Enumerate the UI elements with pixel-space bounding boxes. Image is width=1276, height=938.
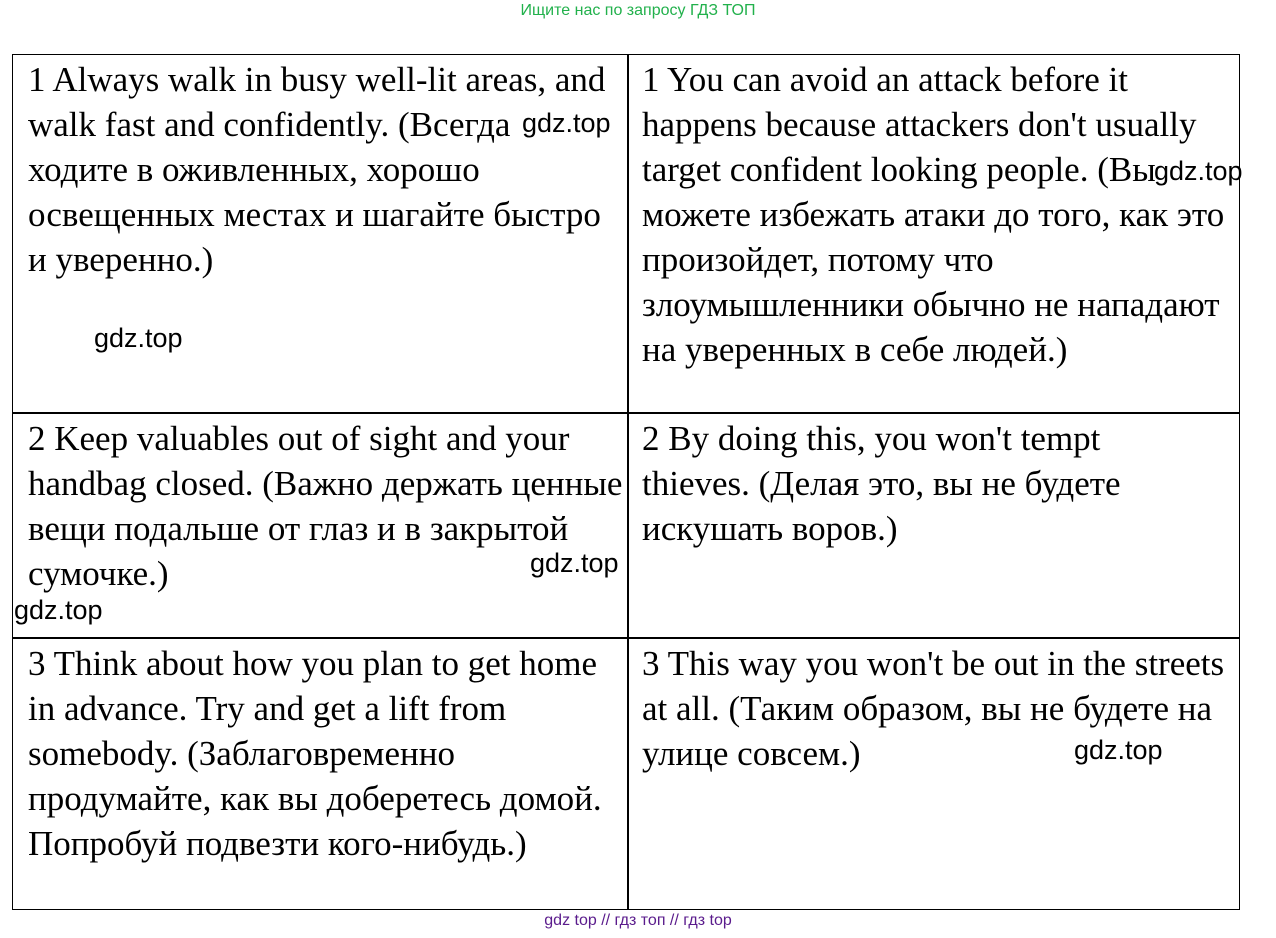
watermark: gdz.top: [530, 548, 619, 578]
row-1-left-cell: 1 Always walk in busy well-lit areas, and walk fast and confidently. (Всегда ходите в оживленных, хорошо освещенных местах и шагайте быстро и уверенно.): [28, 60, 606, 279]
column-divider: [627, 55, 629, 909]
top-banner: Ищите нас по запросу ГДЗ ТОП: [520, 2, 756, 19]
watermark: gdz.top: [1154, 156, 1243, 186]
row-2-left-cell: 2 Keep valuables out of sight and your handbag closed. (Важно держать ценные вещи подальше от глаз и в закрытой сумочке.): [28, 419, 623, 593]
row-2-right-cell: 2 By doing this, you won't tempt thieves. (Делая это, вы не будете искушать воров.): [642, 419, 1121, 548]
footer-links: gdz top // гдз топ // гдз top: [544, 912, 732, 929]
row-divider-1: [13, 412, 1239, 414]
row-3-left-cell: 3 Think about how you plan to get home in advance. Try and get a lift from somebody. (Заблаговременно продумайте, как вы доберетесь домой. Попробуй подвезти кого-нибудь.): [28, 644, 602, 863]
row-divider-2: [13, 637, 1239, 639]
watermark: gdz.top: [94, 323, 183, 353]
row-1-right-cell: 1 You can avoid an attack before it happens because attackers don't usually target confident looking people. (Вы можете избежать атаки до того, как это произойдет, потому что злоумышленники обычно не нападают на уверенных в себе людей.): [642, 60, 1225, 369]
watermark: gdz.top: [522, 108, 611, 138]
answer-table: [12, 54, 1240, 910]
watermark: gdz.top: [1074, 735, 1163, 765]
watermark: gdz.top: [14, 595, 103, 625]
row-3-right-cell: 3 This way you won't be out in the streets at all. (Таким образом, вы не будете на улице совсем.): [642, 644, 1225, 773]
